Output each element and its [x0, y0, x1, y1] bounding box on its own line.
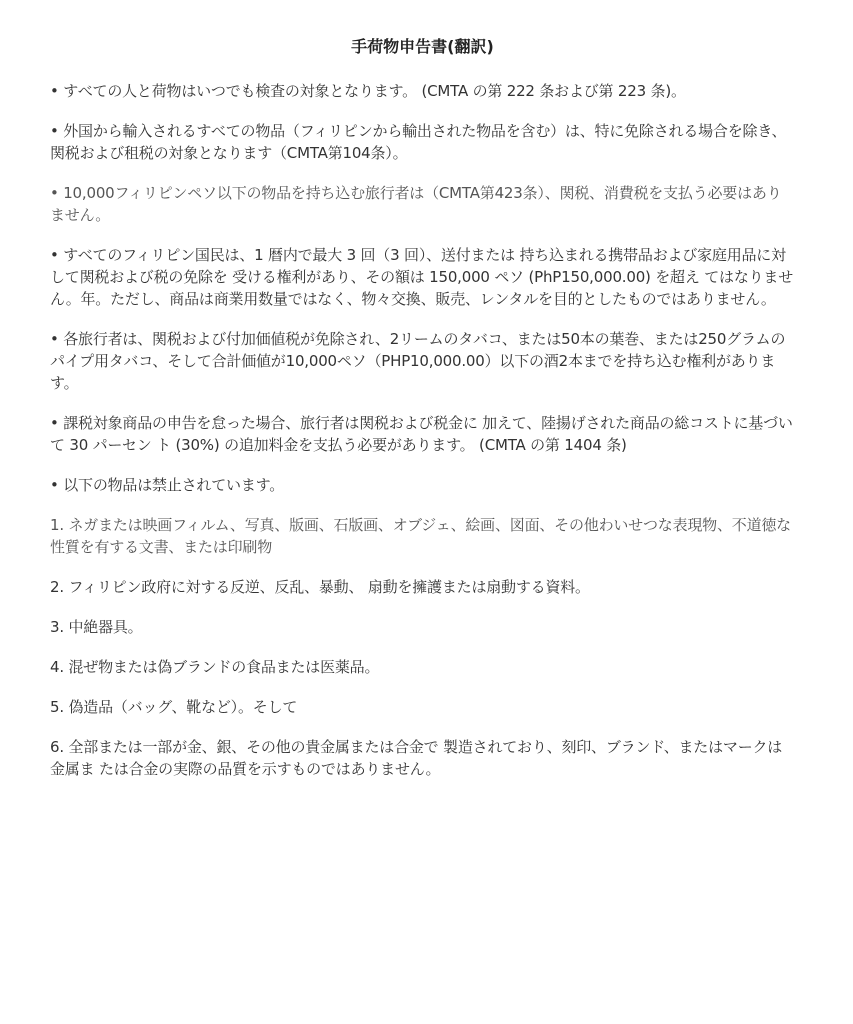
list-item-counterfeit-goods: 5. 偽造品（バッグ、靴など）。そして: [50, 698, 298, 716]
paragraph-tobacco-alcohol: • 各旅行者は、関税および付加価値税が免除され、2リームのタバコ、または50本の葉巻、または250グラムのパイプ用タバコ、そして合計価値が10,000ペソ（PHP10,000.00）以下の酒2本までを持ち込む権利があります。: [50, 330, 786, 392]
paragraph-imported-goods: • 外国から輸入されるすべての物品（フィリピンから輸出された物品を含む）は、特に免除される場合を除き、関税および租税の対象となります（CMTA第104条）。: [50, 122, 787, 162]
list-item-sedition-materials: 2. フィリピン政府に対する反逆、反乱、暴動、 扇動を擁護または扇動する資料。: [50, 578, 590, 596]
list-item-precious-metals: 6. 全部または一部が金、銀、その他の貴金属または合金で 製造されており、刻印、ブランド、またはマークは金属ま たは合金の実際の品質を示すものではありません。: [50, 738, 783, 778]
paragraph-prohibited-heading: • 以下の物品は禁止されています。: [50, 476, 285, 494]
paragraph-inspection: • すべての人と荷物はいつでも検査の対象となります。 (CMTA の第 222 条および第 223 条)。: [50, 82, 686, 100]
list-item-abortion-devices: 3. 中絶器具。: [50, 618, 143, 636]
document-title: 手荷物申告書(翻訳): [351, 37, 494, 56]
paragraph-duty-free-threshold: • 10,000フィリピンペソ以下の物品を持ち込む旅行者は（CMTA第423条）、関税、消費税を支払う必要はありません。: [50, 184, 782, 224]
list-item-obscene-materials: 1. ネガまたは映画フィルム、写真、版画、石版画、オブジェ、絵画、図面、その他わいせつな表現物、不道徳な性質を有する文書、または印刷物: [50, 516, 791, 556]
list-item-adulterated-food: 4. 混ぜ物または偽ブランドの食品または医薬品。: [50, 658, 380, 676]
paragraph-surcharge: • 課税対象商品の申告を怠った場合、旅行者は関税および税金に 加えて、陸揚げされた商品の総コストに基づいて 30 パーセン ト (30%) の追加料金を支払う必要があります。 (CMTA の第 1404 条): [50, 414, 793, 454]
paragraph-filipino-exemption: • すべてのフィリピン国民は、1 暦内で最大 3 回（3 回）、送付または 持ち込まれる携帯品および家庭用品に対して関税および税の免除を 受ける権利があり、その額は 150,000 ペソ (PhP150,000.00) を超え てはなりません。年。ただし、商品は商業用数量ではなく、物々交換、販売、レンタルを目的としたものではありません。: [50, 246, 794, 308]
